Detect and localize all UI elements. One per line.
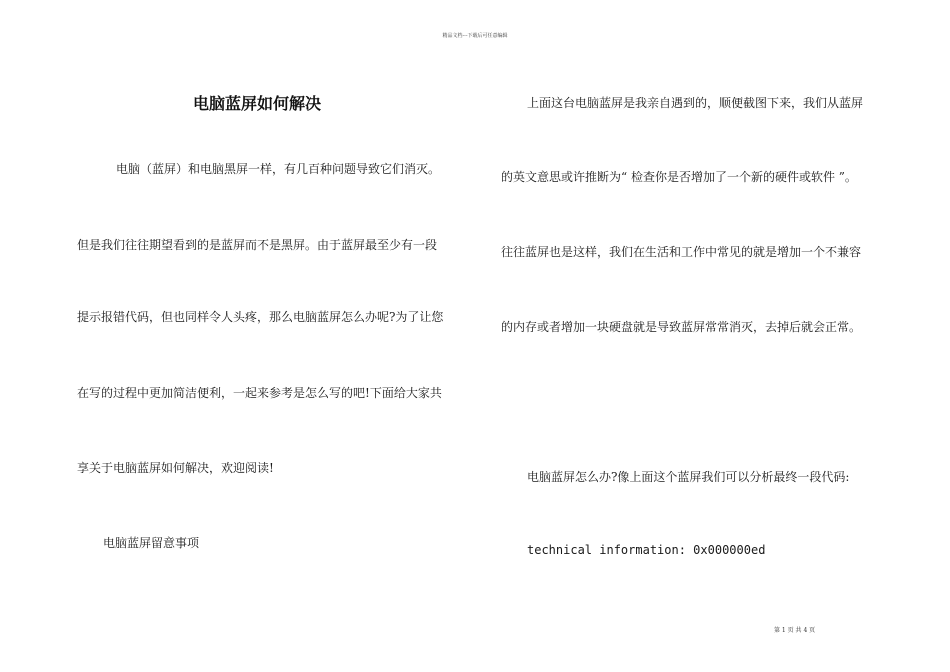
section-heading: 电脑蓝屏留意事项	[103, 536, 200, 550]
left-paragraph-line: 但是我们往往期望看到的是蓝屏而不是黑屏。由于蓝屏最至少有一段	[77, 238, 438, 252]
page-number: 第 1 页 共 4 页	[774, 627, 816, 634]
left-paragraph-line: 提示报错代码，但也同样令人头疼，那么电脑蓝屏怎么办呢?为了让您	[77, 310, 444, 324]
right-paragraph-line: 上面这台电脑蓝屏是我亲自遇到的，顺便截图下来，我们从蓝屏	[527, 96, 864, 110]
right-paragraph-line: 的内存或者增加一块硬盘就是导致蓝屏常常消灭，去掉后就会正常。	[501, 320, 862, 334]
page-header: 精品文档---下载后可任意编辑	[442, 33, 508, 39]
document-title: 电脑蓝屏如何解决	[193, 94, 322, 113]
right-paragraph-line: 电脑蓝屏怎么办?像上面这个蓝屏我们可以分析最终一段代码:	[527, 470, 850, 484]
right-paragraph-line: 往往蓝屏也是这样，我们在生活和工作中常见的就是增加一个不兼容	[501, 245, 862, 259]
left-paragraph-line: 电脑（蓝屏）和电脑黑屏一样，有几百种问题导致它们消灭。	[116, 162, 441, 176]
right-paragraph-line: 的英文意思或许推断为“ 检查你是否增加了一个新的硬件或软件 ”。	[501, 170, 857, 184]
left-paragraph-line: 在写的过程中更加简洁便利，一起来参考是怎么写的吧!下面给大家共	[77, 386, 442, 400]
left-paragraph-line: 享关于电脑蓝屏如何解决，欢迎阅读!	[77, 461, 274, 475]
technical-info-line: technical information: 0x000000ed	[527, 543, 766, 557]
